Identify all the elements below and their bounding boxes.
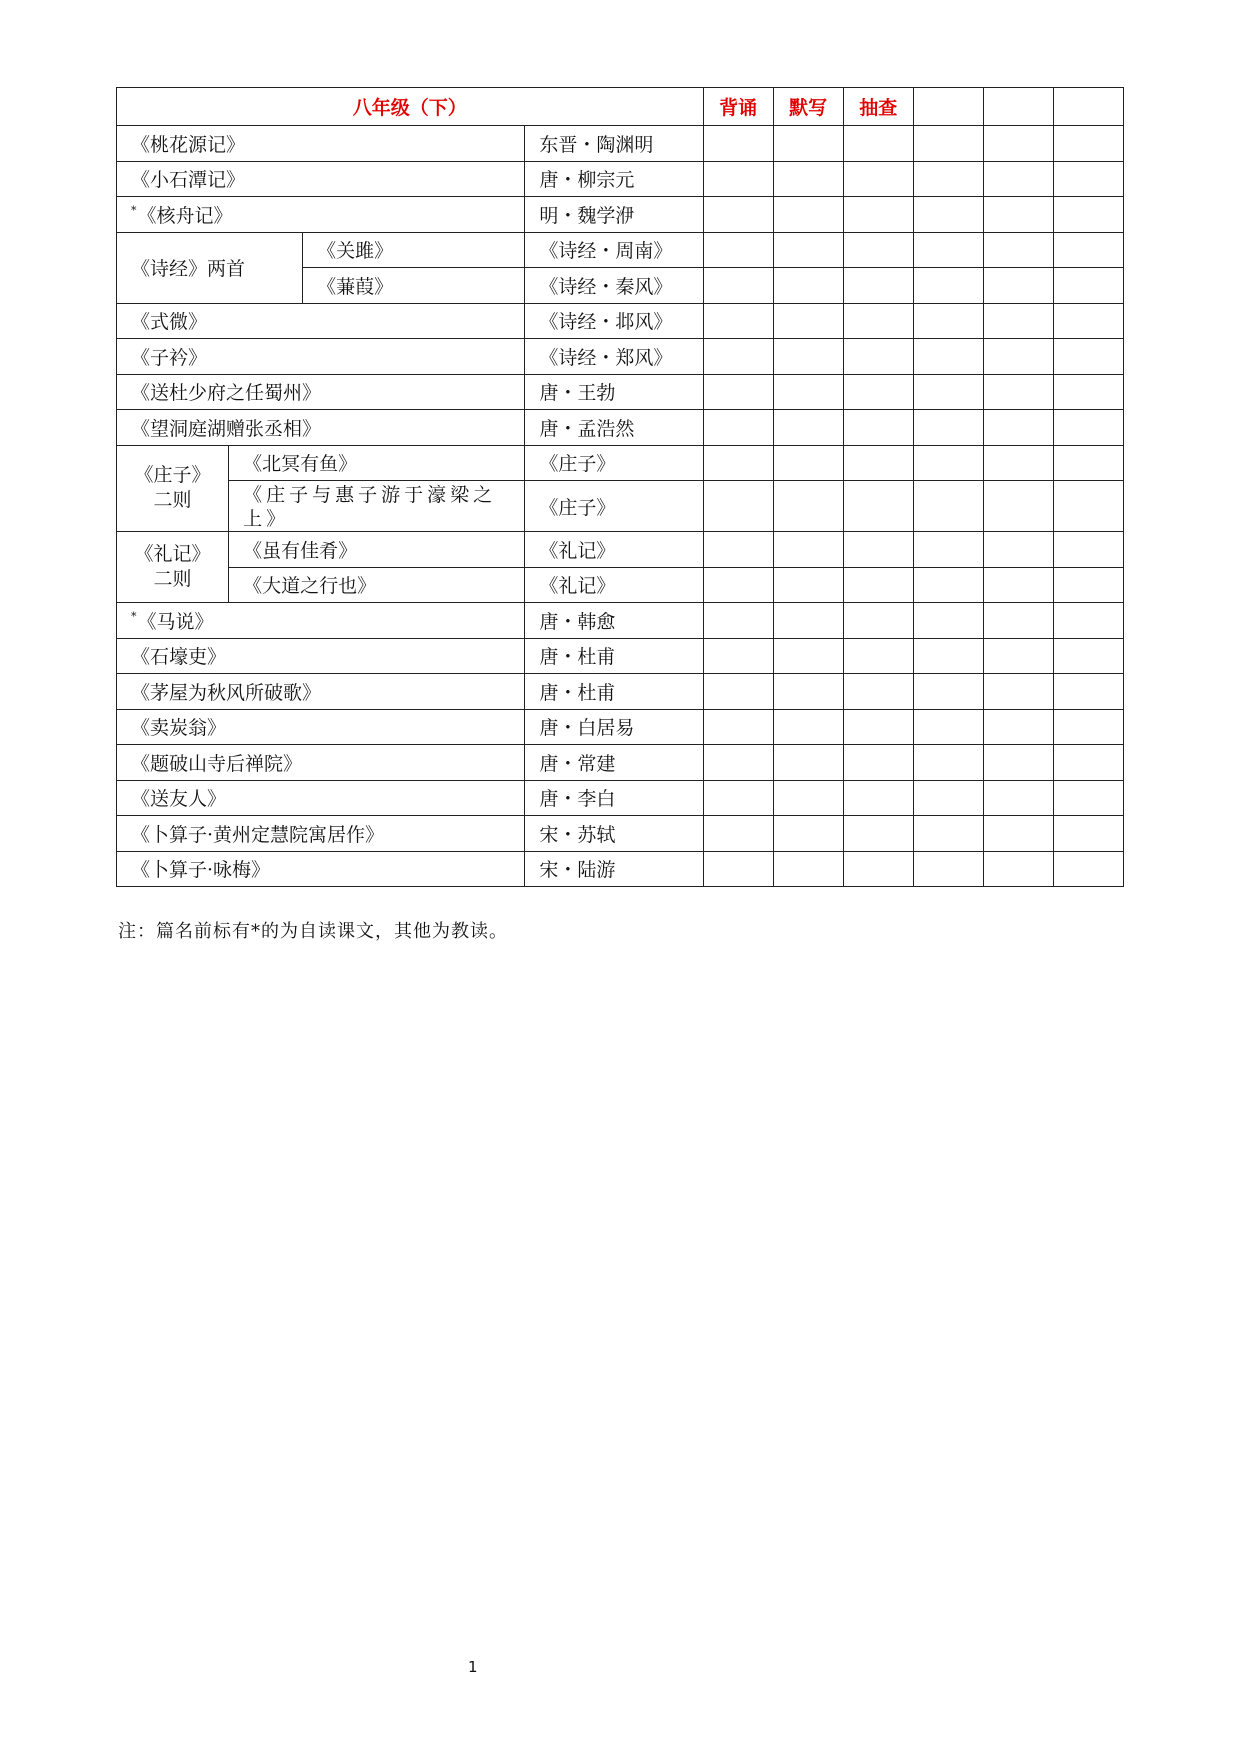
poem-author: 东晋・陶渊明 (525, 126, 703, 162)
poem-title: 《茅屋为秋风所破歌》 (117, 674, 525, 710)
check-cell[interactable] (843, 638, 913, 674)
table-row (117, 374, 1124, 410)
table-row (117, 567, 1124, 603)
check-cell[interactable] (1053, 532, 1123, 568)
table-row (117, 232, 1124, 268)
check-cell[interactable] (983, 126, 1053, 162)
check-cell[interactable] (1053, 567, 1123, 603)
check-cell[interactable] (843, 603, 913, 639)
check-cell[interactable] (1053, 638, 1123, 674)
poem-author: 唐・白居易 (525, 709, 703, 745)
check-cell[interactable] (843, 410, 913, 446)
poem-title: 《桃花源记》 (117, 126, 525, 162)
check-cell[interactable] (983, 268, 1053, 304)
check-cell[interactable] (703, 410, 773, 446)
check-cell[interactable] (843, 674, 913, 710)
check-cell[interactable] (843, 709, 913, 745)
table-row (117, 709, 1124, 745)
poem-author: 《礼记》 (525, 532, 703, 568)
check-cell[interactable] (913, 709, 983, 745)
group-label-line2: 二则 (153, 489, 192, 512)
check-cell[interactable] (983, 410, 1053, 446)
poem-author: 《诗经・邶风》 (525, 303, 703, 339)
poem-author: 唐・李白 (525, 780, 703, 816)
table-row (117, 197, 1124, 233)
table-row (117, 603, 1124, 639)
check-cell[interactable] (703, 126, 773, 162)
check-cell[interactable] (913, 374, 983, 410)
check-cell[interactable] (983, 638, 1053, 674)
poem-checklist-table (116, 87, 1124, 887)
poem-author: 唐・杜甫 (525, 674, 703, 710)
poem-title: 《大道之行也》 (229, 567, 525, 603)
group-label-line1: 《礼记》 (134, 543, 211, 565)
check-cell[interactable] (913, 780, 983, 816)
poem-title-cell (117, 603, 525, 639)
check-cell[interactable] (983, 232, 1053, 268)
poem-title-cell (117, 197, 525, 233)
check-cell[interactable] (983, 532, 1053, 568)
poem-title: 《石壕吏》 (117, 638, 525, 674)
check-cell[interactable] (1053, 303, 1123, 339)
check-cell[interactable] (983, 303, 1053, 339)
check-cell[interactable] (703, 638, 773, 674)
check-cell[interactable] (1053, 197, 1123, 233)
check-cell[interactable] (1053, 709, 1123, 745)
group-label-line2: 二则 (153, 568, 192, 590)
check-cell[interactable] (913, 816, 983, 852)
poem-author: 《庄子》 (525, 481, 703, 532)
poem-author: 《礼记》 (525, 567, 703, 603)
check-cell[interactable] (773, 603, 843, 639)
check-cell[interactable] (1053, 374, 1123, 410)
check-cell[interactable] (773, 126, 843, 162)
check-cell[interactable] (913, 268, 983, 304)
check-cell[interactable] (913, 674, 983, 710)
check-cell[interactable] (913, 481, 983, 532)
check-cell[interactable] (843, 268, 913, 304)
check-cell[interactable] (703, 603, 773, 639)
check-cell[interactable] (1053, 780, 1123, 816)
check-cell[interactable] (843, 197, 913, 233)
table-row (117, 674, 1124, 710)
table-row (117, 481, 1124, 532)
check-cell[interactable] (843, 232, 913, 268)
check-cell[interactable] (843, 481, 913, 532)
poem-title: 《送杜少府之任蜀州》 (117, 374, 525, 410)
check-cell[interactable] (983, 445, 1053, 481)
check-cell[interactable] (773, 481, 843, 532)
table-row (117, 532, 1124, 568)
poem-author: 《诗经・郑风》 (525, 339, 703, 375)
check-cell[interactable] (703, 780, 773, 816)
col-check: 抽查 (843, 88, 913, 126)
check-cell[interactable] (703, 268, 773, 304)
group-label: 《诗经》两首 (117, 232, 303, 303)
check-cell[interactable] (913, 339, 983, 375)
check-cell[interactable] (913, 197, 983, 233)
poem-title: 《卜算子·咏梅》 (117, 851, 525, 887)
check-cell[interactable] (703, 532, 773, 568)
check-cell[interactable] (1053, 445, 1123, 481)
poem-author: 唐・常建 (525, 745, 703, 781)
check-cell[interactable] (983, 161, 1053, 197)
check-cell[interactable] (703, 745, 773, 781)
check-cell[interactable] (913, 161, 983, 197)
poem-title: 《马说》 (137, 610, 214, 633)
check-cell[interactable] (703, 851, 773, 887)
check-cell[interactable] (773, 567, 843, 603)
check-cell[interactable] (843, 567, 913, 603)
blank-header-cell (983, 88, 1053, 126)
check-cell[interactable] (913, 532, 983, 568)
group-label (117, 445, 229, 532)
check-cell[interactable] (913, 232, 983, 268)
check-cell[interactable] (1053, 851, 1123, 887)
check-cell[interactable] (703, 674, 773, 710)
poem-author: 《诗经・秦风》 (525, 268, 703, 304)
table-row (117, 126, 1124, 162)
poem-title: 《卜算子·黄州定慧院寓居作》 (117, 816, 525, 852)
check-cell[interactable] (1053, 126, 1123, 162)
check-cell[interactable] (843, 532, 913, 568)
poem-author: 《诗经・周南》 (525, 232, 703, 268)
check-cell[interactable] (843, 161, 913, 197)
check-cell[interactable] (983, 339, 1053, 375)
table-row (117, 339, 1124, 375)
check-cell[interactable] (773, 303, 843, 339)
grade-title: 八年级（下） (117, 88, 704, 126)
poem-title: 《题破山寺后禅院》 (117, 745, 525, 781)
check-cell[interactable] (773, 374, 843, 410)
check-cell[interactable] (843, 126, 913, 162)
table-row (117, 816, 1124, 852)
check-cell[interactable] (773, 410, 843, 446)
check-cell[interactable] (773, 816, 843, 852)
table-row (117, 851, 1124, 887)
poem-title: 《庄子与惠子游于濠梁之上》 (229, 481, 525, 532)
check-cell[interactable] (773, 268, 843, 304)
check-cell[interactable] (703, 567, 773, 603)
check-cell[interactable] (913, 851, 983, 887)
check-cell[interactable] (913, 567, 983, 603)
check-cell[interactable] (773, 339, 843, 375)
check-cell[interactable] (773, 709, 843, 745)
poem-author: 《庄子》 (525, 445, 703, 481)
group-label (117, 532, 229, 603)
check-cell[interactable] (913, 126, 983, 162)
page-number: 1 (468, 1658, 478, 1676)
check-cell[interactable] (1053, 268, 1123, 304)
check-cell[interactable] (913, 303, 983, 339)
poem-author: 唐・韩愈 (525, 603, 703, 639)
table-row (117, 745, 1124, 781)
check-cell[interactable] (983, 709, 1053, 745)
poem-author: 唐・杜甫 (525, 638, 703, 674)
check-cell[interactable] (703, 374, 773, 410)
check-cell[interactable] (1053, 410, 1123, 446)
check-cell[interactable] (703, 816, 773, 852)
check-cell[interactable] (1053, 339, 1123, 375)
table-row (117, 161, 1124, 197)
check-cell[interactable] (983, 481, 1053, 532)
poem-title: 《虽有佳肴》 (229, 532, 525, 568)
check-cell[interactable] (773, 532, 843, 568)
check-cell[interactable] (703, 445, 773, 481)
poem-author: 唐・王勃 (525, 374, 703, 410)
check-cell[interactable] (703, 481, 773, 532)
poem-title: 《关雎》 (303, 232, 525, 268)
table-row (117, 445, 1124, 481)
check-cell[interactable] (843, 780, 913, 816)
check-cell[interactable] (913, 410, 983, 446)
check-cell[interactable] (843, 374, 913, 410)
poem-title: 《蒹葭》 (303, 268, 525, 304)
check-cell[interactable] (913, 445, 983, 481)
poem-title: 《卖炭翁》 (117, 709, 525, 745)
table-row (117, 638, 1124, 674)
check-cell[interactable] (913, 603, 983, 639)
check-cell[interactable] (983, 197, 1053, 233)
poem-author: 宋・苏轼 (525, 816, 703, 852)
poem-title: 《小石潭记》 (117, 161, 525, 197)
poem-title: 《送友人》 (117, 780, 525, 816)
poem-author: 唐・柳宗元 (525, 161, 703, 197)
poem-author: 宋・陆游 (525, 851, 703, 887)
col-recite: 背诵 (703, 88, 773, 126)
check-cell[interactable] (843, 303, 913, 339)
check-cell[interactable] (773, 674, 843, 710)
check-cell[interactable] (703, 161, 773, 197)
check-cell[interactable] (983, 603, 1053, 639)
footnote: 注：篇名前标有*的为自读课文，其他为教读。 (118, 921, 508, 942)
check-cell[interactable] (1053, 674, 1123, 710)
check-cell[interactable] (703, 303, 773, 339)
check-cell[interactable] (1053, 745, 1123, 781)
check-cell[interactable] (1053, 161, 1123, 197)
poem-title: 《望洞庭湖赠张丞相》 (117, 410, 525, 446)
check-cell[interactable] (983, 567, 1053, 603)
check-cell[interactable] (843, 339, 913, 375)
check-cell[interactable] (703, 197, 773, 233)
poem-title: 《式微》 (117, 303, 525, 339)
check-cell[interactable] (1053, 232, 1123, 268)
poem-author: 明・魏学洢 (525, 197, 703, 233)
check-cell[interactable] (773, 851, 843, 887)
check-cell[interactable] (983, 745, 1053, 781)
check-cell[interactable] (773, 161, 843, 197)
check-cell[interactable] (773, 780, 843, 816)
check-cell[interactable] (983, 674, 1053, 710)
poem-author: 唐・孟浩然 (525, 410, 703, 446)
check-cell[interactable] (773, 745, 843, 781)
check-cell[interactable] (1053, 816, 1123, 852)
check-cell[interactable] (983, 780, 1053, 816)
check-cell[interactable] (703, 339, 773, 375)
poem-title: 《核舟记》 (137, 204, 233, 227)
check-cell[interactable] (1053, 481, 1123, 532)
table-row (117, 780, 1124, 816)
check-cell[interactable] (843, 816, 913, 852)
check-cell[interactable] (913, 745, 983, 781)
check-cell[interactable] (843, 445, 913, 481)
poem-title: 《子衿》 (117, 339, 525, 375)
blank-header-cell (913, 88, 983, 126)
group-label-line1: 《庄子》 (134, 464, 211, 487)
check-cell[interactable] (843, 851, 913, 887)
check-cell[interactable] (773, 232, 843, 268)
check-cell[interactable] (983, 851, 1053, 887)
self-read-star: * (131, 610, 137, 624)
check-cell[interactable] (983, 374, 1053, 410)
table-row (117, 303, 1124, 339)
check-cell[interactable] (913, 638, 983, 674)
check-cell[interactable] (703, 232, 773, 268)
blank-header-cell (1053, 88, 1123, 126)
check-cell[interactable] (773, 197, 843, 233)
check-cell[interactable] (703, 709, 773, 745)
check-cell[interactable] (773, 445, 843, 481)
table-row (117, 410, 1124, 446)
check-cell[interactable] (843, 745, 913, 781)
poem-title: 《北冥有鱼》 (229, 445, 525, 481)
check-cell[interactable] (1053, 603, 1123, 639)
header-row (117, 88, 1124, 126)
check-cell[interactable] (773, 638, 843, 674)
col-dictation: 默写 (773, 88, 843, 126)
self-read-star: * (131, 204, 137, 218)
check-cell[interactable] (983, 816, 1053, 852)
